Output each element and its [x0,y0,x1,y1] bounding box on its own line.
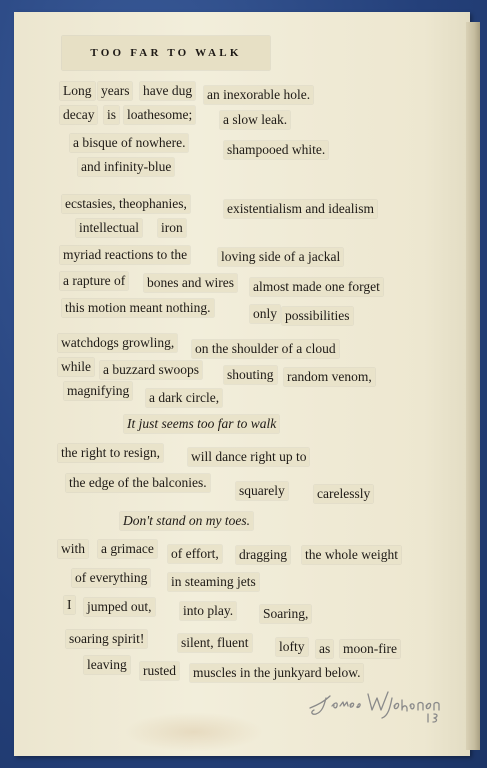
clipping: squarely [236,482,288,500]
clipping: bones and wires [144,274,237,292]
clipping: myriad reactions to the [60,246,190,264]
clipping: a bisque of nowhere. [70,134,188,152]
clipping: Soaring, [260,605,311,623]
clipping: loving side of a jackal [218,248,343,266]
clipping: silent, fluent [178,634,252,652]
clipping: shampooed white. [224,141,328,159]
clipping: years [98,82,132,100]
clipping: random venom, [284,368,375,386]
clipping: iron [158,219,186,237]
clipping: shouting [224,366,277,384]
clipping: lofty [276,638,308,656]
clipping: Long [60,82,95,100]
clipping: a grimace [98,540,157,558]
clipping: of everything [72,569,150,587]
clipping: this motion meant nothing. [62,299,214,317]
clipping-italic: Don't stand on my toes. [120,512,253,530]
clipping: a rapture of [60,272,128,290]
clipping: a slow leak. [220,111,290,129]
clipping: ecstasies, theophanies, [62,195,190,213]
clipping: an inexorable hole. [204,86,313,104]
clipping: soaring spirit! [66,630,147,648]
clipping: muscles in the junkyard below. [190,664,363,682]
clipping: the right to resign, [58,444,163,462]
clipping: watchdogs growling, [58,334,177,352]
clipping: have dug [140,82,195,100]
clipping: with [58,540,88,558]
clipping: moon-fire [340,640,400,658]
clipping: dragging [236,546,290,564]
clipping: existentialism and idealism [224,200,377,218]
clipping: loathesome; [124,106,195,124]
clipping: magnifying [64,382,132,400]
clipping: rusted [140,662,179,680]
clipping: is [104,106,119,124]
clipping: in steaming jets [168,573,259,591]
clipping: carelessly [314,485,373,503]
clipping: I [64,596,75,614]
clipping: intellectual [76,219,142,237]
page-edge [466,22,480,750]
clipping: and infinity-blue [78,158,174,176]
clipping: only [250,305,280,323]
clipping: a buzzard swoops [100,361,202,379]
clipping: on the shoulder of a cloud [192,340,339,358]
clipping: almost made one forget [250,278,383,296]
clipping: jumped out, [84,598,155,616]
clipping: of effort, [168,545,222,563]
clipping: leaving [84,656,130,674]
signature-image [306,688,446,724]
clipping: possibilities [282,307,353,325]
clipping-italic: It just seems too far to walk [124,415,279,433]
clipping: as [316,640,333,658]
clipping: while [58,358,94,376]
clipping: decay [60,106,97,124]
clipping: the whole weight [302,546,401,564]
poem-title: TOO FAR TO WALK [62,36,270,70]
clipping: will dance right up to [188,448,309,466]
paper-stain [124,712,264,752]
clipping: a dark circle, [146,389,222,407]
clipping: the edge of the balconies. [66,474,210,492]
clipping: into play. [180,602,236,620]
